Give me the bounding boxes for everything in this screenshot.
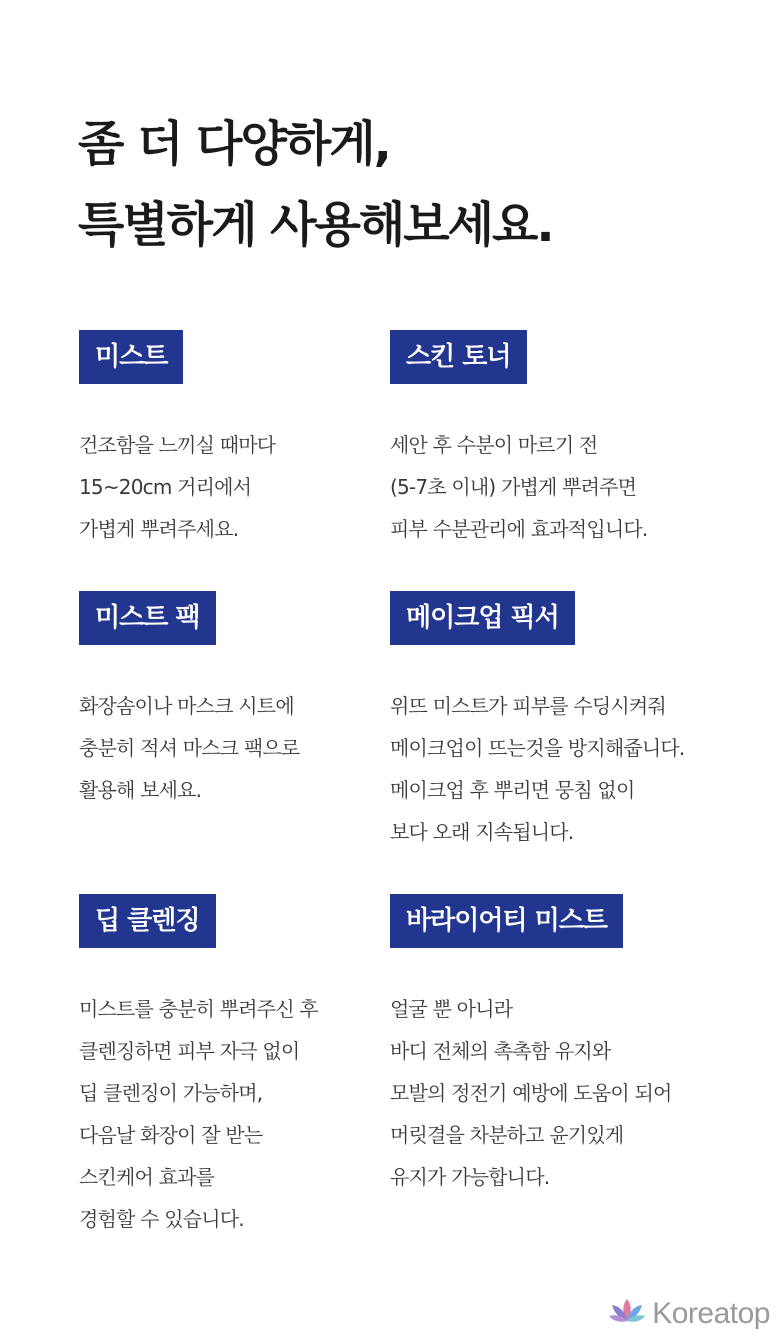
lotus-icon: [608, 1297, 646, 1331]
desc-line: 건조함을 느끼실 때마다: [79, 433, 276, 457]
headline-line-2: 특별하게 사용해보세요.: [78, 197, 553, 253]
usage-skin-toner: [390, 330, 647, 550]
desc-line: 머릿결을 차분하고 윤기있게: [390, 1123, 624, 1147]
desc-line: 스킨케어 효과를: [79, 1165, 215, 1189]
desc-line: 경험할 수 있습니다.: [79, 1207, 244, 1231]
usage-variety-mist: [390, 894, 672, 1198]
usage-mist-desc: [79, 424, 275, 550]
usage-deep-cleansing-desc: [79, 988, 318, 1240]
headline-line-1: 좀 더 다양하게,: [78, 116, 390, 172]
desc-line: 얼굴 뿐 아니라: [390, 997, 513, 1021]
desc-line: 가볍게 뿌려주세요.: [79, 517, 239, 541]
desc-line: 다음날 화장이 잘 받는: [79, 1123, 263, 1147]
desc-line: 미스트를 충분히 뿌려주신 후: [79, 997, 318, 1021]
usage-deep-cleansing: [79, 894, 318, 1240]
desc-line: 피부 수분관리에 효과적입니다.: [390, 517, 648, 541]
usage-variety-mist-title: 바라이어티 미스트: [390, 894, 623, 948]
usage-skin-toner-desc: [390, 424, 647, 550]
desc-line: 클렌징하면 피부 자극 없이: [79, 1039, 300, 1063]
usage-mist-title: 미스트: [79, 330, 183, 384]
usage-mist-pack: [79, 591, 299, 811]
koreatop-logo: [608, 1297, 770, 1331]
usage-makeup-fixer-desc: [390, 685, 684, 853]
desc-line: (5-7초 이내) 가볍게 뿌려주면: [390, 475, 637, 499]
desc-line: 유지가 가능합니다.: [390, 1165, 550, 1189]
desc-line: 위뜨 미스트가 피부를 수딩시켜줘: [390, 694, 666, 718]
page-headline: [78, 104, 553, 266]
usage-skin-toner-title: 스킨 토너: [390, 330, 527, 384]
usage-makeup-fixer-title: 메이크업 픽서: [390, 591, 575, 645]
usage-mist-pack-title: 미스트 팩: [79, 591, 216, 645]
desc-line: 충분히 적셔 마스크 팩으로: [79, 736, 300, 760]
desc-line: 세안 후 수분이 마르기 전: [390, 433, 598, 457]
desc-line: 보다 오래 지속됩니다.: [390, 820, 574, 844]
usage-variety-mist-desc: [390, 988, 672, 1198]
usage-deep-cleansing-title: 딥 클렌징: [79, 894, 216, 948]
desc-line: 메이크업 후 뿌리면 뭉침 없이: [390, 778, 635, 802]
desc-line: 활용해 보세요.: [79, 778, 202, 802]
desc-line: 메이크업이 뜨는것을 방지해줍니다.: [390, 736, 685, 760]
usage-mist-pack-desc: [79, 685, 299, 811]
desc-line: 딥 클렌징이 가능하며,: [79, 1081, 263, 1105]
usage-makeup-fixer: [390, 591, 684, 853]
desc-line: 15~20cm 거리에서: [79, 475, 252, 499]
desc-line: 화장솜이나 마스크 시트에: [79, 694, 294, 718]
usage-mist: [79, 330, 275, 550]
logo-text: Koreatop: [652, 1297, 770, 1330]
desc-line: 모발의 정전기 예방에 도움이 되어: [390, 1081, 672, 1105]
desc-line: 바디 전체의 촉촉함 유지와: [390, 1039, 611, 1063]
